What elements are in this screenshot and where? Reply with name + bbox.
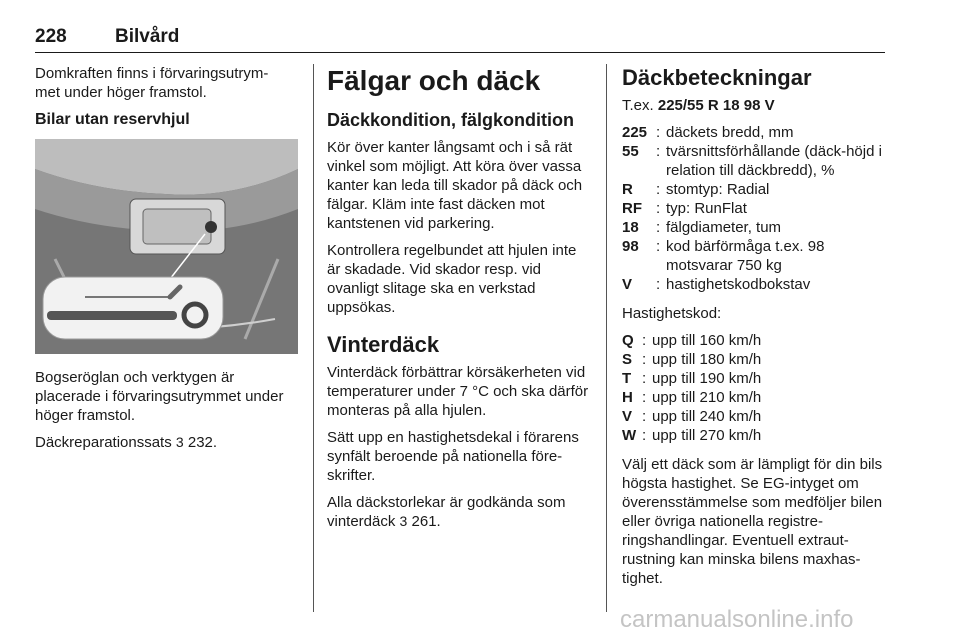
definition-separator: : [642, 408, 647, 425]
condition-paragraph-2: Kontrollera regelbundet att hjulen inte är skadade. Vid skador resp. vid ovanligt slitage ska en verkstad uppsökas. [327, 242, 577, 316]
definition-key: S [622, 351, 633, 368]
column-2 [327, 64, 592, 539]
column-3 [622, 64, 890, 596]
definition-value: fälgdiameter, tum [666, 219, 782, 236]
definition-separator: : [642, 332, 647, 349]
winter-paragraph-2: Sätt upp en hastighetsdekal i förarens synfält beroende på nationella före-skrifter. [327, 429, 579, 484]
definition-value: kod bärförmåga t.ex. 98 motsvarar 750 kg [666, 238, 825, 274]
definition-key: RF [622, 200, 642, 217]
definition-value: typ: RunFlat [666, 200, 747, 217]
page-reference-arrow-icon: 3 [399, 513, 408, 529]
winter-paragraph-1: Vinterdäck förbättrar körsäkerheten vid temperaturer under 7 °C och ska därför monteras på alla hjulen. [327, 364, 589, 419]
definition-separator: : [642, 389, 647, 406]
definition-key: 225 [622, 124, 648, 141]
definition-key: T [622, 370, 632, 387]
example-code: T.ex. 225/55 R 18 98 V [622, 97, 775, 114]
repair-kit-reference: Däckreparationssats 3 232. [35, 434, 218, 451]
column-divider-2 [606, 64, 607, 612]
watermark: carmanualsonline.info [620, 606, 854, 633]
definition-value: hastighetskodbokstav [666, 276, 811, 293]
definition-value: upp till 180 km/h [652, 351, 762, 368]
speed-code-list [622, 331, 890, 445]
definition-key: R [622, 181, 633, 198]
definition-key: Q [622, 332, 634, 349]
section-title-tyre-markings: Däckbeteckningar [622, 65, 812, 90]
definition-key: V [622, 408, 633, 425]
definition-value: upp till 190 km/h [652, 370, 762, 387]
definition-list [622, 123, 890, 294]
condition-paragraph-1: Kör över kanter långsamt och i så rät vinkel som möjligt. Att köra över vassa kanter kan leda till skador på däck och fälgar. Kläm inte fast däcken mot kantstenen vid parkering. [327, 139, 583, 232]
definition-separator: : [656, 124, 661, 141]
section-title-rims-tyres: Fälgar och däck [327, 65, 541, 96]
definition-value: upp till 240 km/h [652, 408, 762, 425]
definition-value: tvärsnittsförhållande (däck-höjd i relation till däckbredd), % [666, 143, 882, 179]
tool-compartment-illustration [35, 139, 298, 354]
definition-separator: : [642, 351, 647, 368]
definition-value: upp till 270 km/h [652, 427, 762, 444]
definition-value: däckets bredd, mm [666, 124, 794, 141]
definition-separator: : [656, 143, 661, 160]
definition-separator: : [642, 427, 647, 444]
definition-value: upp till 160 km/h [652, 332, 762, 349]
definition-separator: : [656, 219, 661, 236]
definition-separator: : [656, 276, 661, 293]
winter-paragraph-3: Alla däckstorlekar är godkända som vinterdäck 3 261. [327, 494, 566, 530]
repair-kit-page-link[interactable]: 232. [187, 434, 218, 451]
definition-value: upp till 210 km/h [652, 389, 762, 406]
speed-code-heading: Hastighetskod: [622, 305, 722, 322]
subsection-title-winter: Vinterdäck [327, 332, 440, 357]
closing-paragraph: Välj ett däck som är lämpligt för din bils högsta hastighet. Se EG-intyget om överensstämmelse som medföljer bilen eller övriga nationella registre-ringshandlingar. Eventuell extraut-rustning kan minska bilens maxhas-tighet. [622, 456, 883, 587]
definition-value: stomtyp: Radial [666, 181, 770, 198]
definition-key: W [622, 427, 637, 444]
definition-key: V [622, 276, 633, 293]
section-heading-no-spare: Bilar utan reservhjul [35, 111, 190, 128]
column-1 [35, 64, 300, 460]
figure-caption: Bogseröglan och verktygen är placerade i förvaringsutrymmet under höger framstol. [35, 369, 284, 424]
page-reference-arrow-icon: 3 [175, 434, 184, 450]
subsection-title-condition: Däckkondition, fälgkondition [327, 110, 574, 130]
definition-separator: : [642, 370, 647, 387]
definition-key: 98 [622, 238, 639, 255]
page-header [35, 26, 885, 53]
column-divider-1 [313, 64, 314, 612]
definition-key: H [622, 389, 633, 406]
jack-location-text: Domkraften finns i förvaringsutrym- met under höger framstol. [35, 65, 269, 101]
definition-separator: : [656, 238, 661, 255]
chapter-title: Bilvård [115, 26, 180, 47]
page-number: 228 [35, 26, 67, 47]
definition-separator: : [656, 200, 661, 217]
definition-key: 55 [622, 143, 639, 160]
definition-key: 18 [622, 219, 639, 236]
winter-page-link[interactable]: 261. [411, 513, 441, 530]
definition-separator: : [656, 181, 661, 198]
